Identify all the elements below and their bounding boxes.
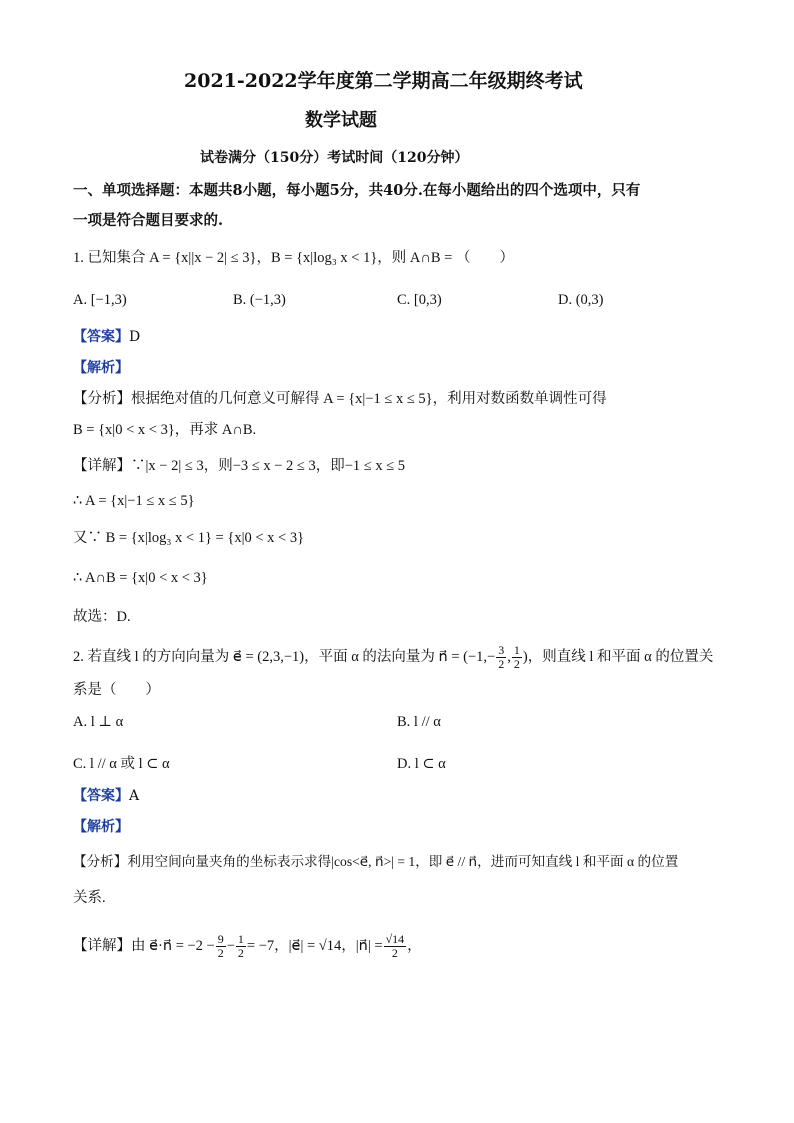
q2-frac-1-2: $\frac{1}{2}$ — [513, 643, 520, 672]
q2-fenxi: 【分析】利用空间向量夹角的坐标表示求得|cos<e⃗, n⃗>| = 1，即 e⃗ // n⃗，进而可知直线 l 和平面 α 的位置 — [73, 854, 679, 869]
exam-title: 2021-2022学年度第二学期高二年级期终考试 — [184, 70, 583, 92]
section-heading-line2: 一项是符合题目要求的. — [73, 212, 224, 229]
q1-stem: 1. 已知集合 A = {x||x − 2| ≤ 3}，B = {x|log₃ x < 1}，则 A∩B = （ ） — [73, 250, 514, 266]
q2-stem-post: )，则直线 l 和平面 α 的位置关 — [522, 649, 714, 665]
q2-detail-pre: 【详解】由 e⃗·n⃗ = −2 − — [73, 938, 215, 954]
q2-answer-tag: 【答案】 — [73, 788, 129, 804]
q2-stem-line2: 系是（ ） — [73, 682, 160, 698]
q1-answer — [73, 328, 140, 346]
q1-option-b: B. (−1,3) — [233, 292, 286, 308]
q2-stem: 2. 若直线 l 的方向向量为 e⃗ = (2,3,−1)，平面 α 的法向量为 n⃗ = (−1,− $\frac{3}{2}$ , $\frac{1}{2}$ )，则直线 l 和平面 α 的位置关 — [73, 643, 714, 672]
q2-option-c: C. l // α 或 l ⊂ α — [73, 756, 170, 772]
q2-detail-frac-1-2: $\frac{1}{2}$ — [237, 932, 244, 961]
q2-fenxi-cont: 关系. — [73, 890, 106, 906]
exam-info: 试卷满分（150分）考试时间（120分钟） — [200, 150, 469, 166]
q1-answer-value: D — [129, 329, 141, 345]
q2-detail-minus: − — [226, 938, 235, 954]
q2-option-a: A. l ⊥ α — [73, 714, 124, 730]
q2-stem-pre: 2. 若直线 l 的方向向量为 e⃗ = (2,3,−1)，平面 α 的法向量为 n⃗ = (−1,− — [73, 649, 496, 665]
q2-option-d: D. l ⊂ α — [397, 756, 446, 772]
q2-detail-end: ， — [407, 938, 422, 954]
q1-answer-tag: 【答案】 — [73, 329, 129, 345]
q2-detail-frac-9-2: $\frac{9}{2}$ — [217, 932, 224, 961]
q1-option-d: D. (0,3) — [558, 292, 604, 308]
q1-option-a: A. [−1,3) — [73, 292, 127, 308]
q2-analysis-tag: 【解析】 — [73, 819, 129, 835]
q2-detail — [73, 930, 422, 962]
q1-detail-3: 又∵ B = {x|log₃ x < 1} = {x|0 < x < 3} — [73, 530, 305, 546]
q2-answer — [73, 787, 139, 805]
exam-subtitle: 数学试题 — [305, 110, 377, 131]
q1-fenxi: 【分析】根据绝对值的几何意义可解得 A = {x|−1 ≤ x ≤ 5}，利用对数函数单调性可得 — [73, 391, 607, 407]
q2-detail-mid: = −7，|e⃗| = √14，|n⃗| = — [246, 938, 383, 954]
q1-detail-4: ∴ A∩B = {x|0 < x < 3} — [73, 570, 208, 586]
q2-frac-3-2: $\frac{3}{2}$ — [498, 643, 505, 672]
q2-answer-value: A — [129, 788, 140, 804]
q1-analysis-tag: 【解析】 — [73, 360, 129, 376]
q2-detail-frac-sqrt14-2: $\frac{√14}{2}$ — [385, 932, 405, 961]
q1-fenxi-cont: B = {x|0 < x < 3}，再求 A∩B. — [73, 422, 257, 438]
q1-detail-1: 【详解】∵|x − 2| ≤ 3，则−3 ≤ x − 2 ≤ 3，即−1 ≤ x ≤ 5 — [73, 458, 406, 474]
q1-detail-2: ∴ A = {x|−1 ≤ x ≤ 5} — [73, 493, 195, 509]
q1-option-c: C. [0,3) — [397, 292, 442, 308]
section-heading-line1: 一、单项选择题：本题共8小题，每小题5分，共40分.在每小题给出的四个选项中，只有 — [73, 182, 641, 199]
q2-option-b: B. l // α — [397, 714, 441, 730]
q1-detail-5: 故选：D. — [73, 609, 131, 625]
